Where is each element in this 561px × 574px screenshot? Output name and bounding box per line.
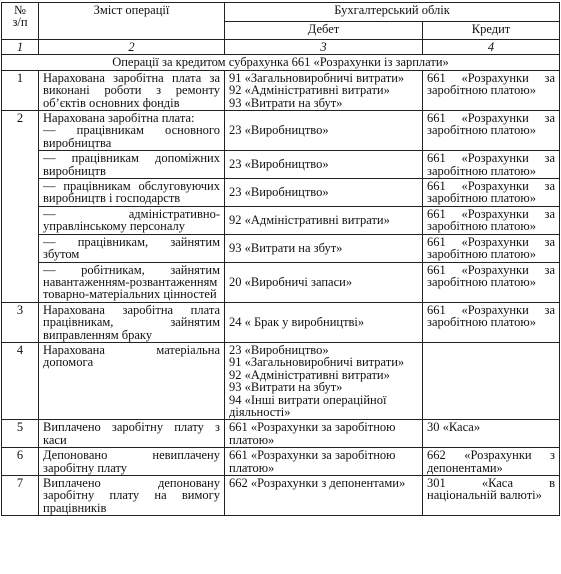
header-accounting: Бухгалтерський облік [225, 3, 560, 22]
row-credit: 661 «Розрахунки за заробітною платою» [423, 151, 560, 179]
row-content: Депоновано невиплачену заробітну плату [39, 448, 225, 476]
row-credit: 661 «Розрахунки за заробітною платою» [423, 302, 560, 342]
table-row [2, 342, 560, 419]
index-cell: 2 [39, 40, 225, 55]
table-row [2, 302, 560, 342]
debit-line: 93 «Витрати на збут» [229, 95, 343, 110]
row-content: Нарахована заробітна плата працівникам, зайнятим виправленням браку [39, 302, 225, 342]
row-credit: 662 «Розрахунки з депонентами» [423, 448, 560, 476]
row-debit: 23 «Виробництво» [225, 111, 423, 151]
sub-content: — працівникам допоміжних виробництв [39, 151, 225, 179]
debit-line: 92 «Адміністративні витрати» [229, 83, 390, 98]
table-row [2, 70, 560, 110]
row-credit: 661 «Розрахунки за заробітною платою» [423, 206, 560, 234]
row-number: 6 [2, 448, 39, 476]
row-debit [225, 342, 423, 419]
index-cell: 3 [225, 40, 423, 55]
row-content: Нарахована заробітна плата: [39, 111, 225, 125]
row-number: 5 [2, 420, 39, 448]
row-credit [423, 342, 560, 419]
debit-line: 93 «Витрати на збут» [229, 380, 343, 395]
row-debit: 23 «Виробництво» [225, 151, 423, 179]
debit-line: 92 «Адміністративні витрати» [229, 367, 390, 382]
index-cell: 1 [2, 40, 39, 55]
row-content: Нарахована матеріальна допомога [39, 342, 225, 419]
row-credit: 661 «Розрахунки за заробітною платою» [423, 234, 560, 262]
debit-line: 662 «Розрахунки з депонентами» [229, 476, 406, 490]
header-content: Зміст операції [39, 3, 225, 40]
index-cell: 4 [423, 40, 560, 55]
row-debit [225, 476, 423, 516]
debit-line: 23 «Виробництво» [229, 342, 329, 357]
row-content: Виплачено депоновану заробітну плату на вимогу працівників [39, 476, 225, 516]
table-subrow [2, 262, 560, 302]
sub-content: — адміністративно-управлінському персоналу [39, 206, 225, 234]
sub-content: — робітникам, зайнятим навантаженням-розвантаженням товарно-матеріальних цінностей [39, 262, 225, 302]
row-number: 4 [2, 342, 39, 419]
row-content: Виплачено заробітну плату з каси [39, 420, 225, 448]
row-content: Нарахована заробітна плата за виконані роботи з ремонту об’єктів основних фондів [39, 70, 225, 110]
row-debit: 92 «Адміністративні витрати» [225, 206, 423, 234]
row-debit [225, 302, 423, 342]
row-debit: 93 «Витрати на збут» [225, 234, 423, 262]
table-row [2, 448, 560, 476]
sub-content: — працівникам основного виробництва [39, 124, 225, 150]
row-number: 1 [2, 70, 39, 110]
table-row [2, 476, 560, 516]
table-subrow [2, 151, 560, 179]
row-credit: 661 «Розрахунки за заробітною платою» [423, 111, 560, 151]
table-row [2, 111, 560, 125]
debit-line: 661 «Розрахунки за заробітною платою» [229, 420, 396, 447]
sub-content: — працівникам, зайнятим збутом [39, 234, 225, 262]
table-subrow [2, 234, 560, 262]
accounting-table [1, 2, 560, 516]
row-credit: 661 «Розрахунки за заробітною платою» [423, 70, 560, 110]
row-debit [225, 70, 423, 110]
header-row-top [2, 3, 560, 22]
row-credit: 661 «Розрахунки за заробітною платою» [423, 179, 560, 207]
row-credit: 30 «Каса» [423, 420, 560, 448]
row-number: 7 [2, 476, 39, 516]
index-row [2, 40, 560, 55]
debit-line: 94 «Інші витрати операційної діяльності» [229, 392, 387, 419]
sub-content: — працівникам обслуговуючих виробництв і господарств [39, 179, 225, 207]
section-row [2, 55, 560, 70]
table-subrow [2, 206, 560, 234]
row-credit: 301 «Каса в національній валюті» [423, 476, 560, 516]
debit-line: 91 «Загальновиробничі витрати» [229, 355, 405, 370]
debit-line: 661 «Розрахунки за заробітною платою» [229, 448, 396, 475]
row-number: 3 [2, 302, 39, 342]
row-credit: 661 «Розрахунки за заробітною платою» [423, 262, 560, 302]
section-title: Операції за кредитом субрахунка 661 «Розрахунки із зарплати» [2, 55, 560, 70]
debit-line: 91 «Загальновиробничі витрати» [229, 70, 405, 85]
row-debit: 20 «Виробничі запаси» [225, 262, 423, 302]
row-number: 2 [2, 111, 39, 303]
header-credit: Кредит [423, 21, 560, 40]
table-subrow [2, 179, 560, 207]
row-debit: 23 «Виробництво» [225, 179, 423, 207]
row-debit [225, 448, 423, 476]
header-num: № з/п [2, 3, 39, 40]
debit-line: 24 « Брак у виробництві» [229, 315, 365, 330]
row-debit [225, 420, 423, 448]
header-debit: Дебет [225, 21, 423, 40]
table-row [2, 420, 560, 448]
